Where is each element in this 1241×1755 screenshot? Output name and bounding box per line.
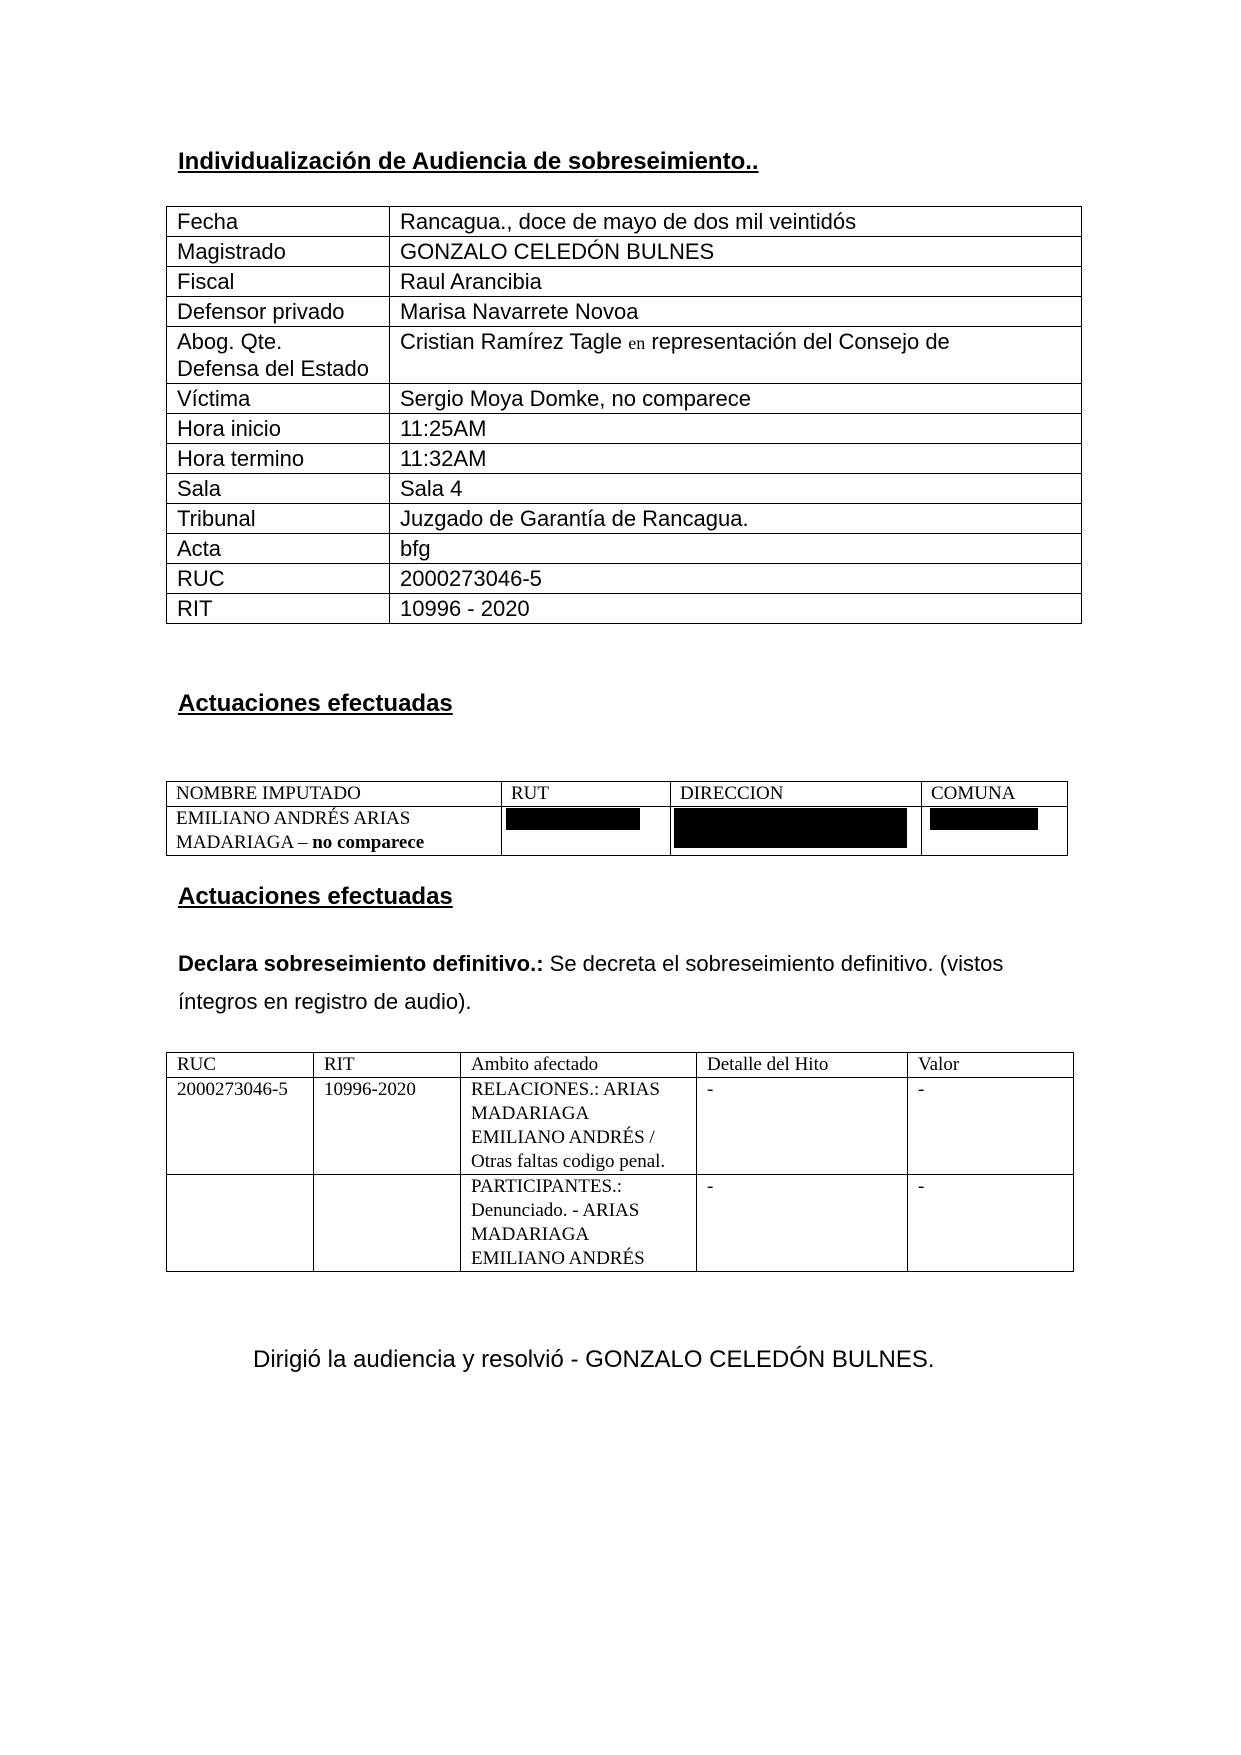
row-value: 10996 - 2020 [390, 594, 1082, 624]
row-value-rest: representación del Consejo de [651, 329, 950, 354]
valor-cell: - [908, 1175, 1074, 1272]
row-label: Tribunal [167, 504, 390, 534]
table-row [167, 474, 1082, 504]
row-value: bfg [390, 534, 1082, 564]
page-title-text: Individualización de Audiencia de sobreseimiento [178, 148, 746, 175]
page-title [178, 148, 759, 176]
detalle-cell: - [697, 1078, 908, 1175]
table-row [167, 564, 1082, 594]
rit-cell [314, 1175, 461, 1272]
table-row [167, 1078, 1074, 1175]
table-row [167, 504, 1082, 534]
imputado-name-line1: EMILIANO ANDRÉS ARIAS [176, 808, 411, 829]
hearing-info-table [166, 206, 1082, 624]
section-heading-actuaciones: Actuaciones efectuadas [178, 690, 453, 717]
row-label-line1: Abog. Qte. [177, 329, 283, 354]
row-value [390, 327, 1082, 384]
row-label: Magistrado [167, 237, 390, 267]
rut-cell [502, 807, 671, 856]
table-row [167, 414, 1082, 444]
row-value: Juzgado de Garantía de Rancagua. [390, 504, 1082, 534]
row-label: Defensor privado [167, 297, 390, 327]
column-header: Valor [908, 1053, 1074, 1078]
row-label: RIT [167, 594, 390, 624]
row-value: GONZALO CELEDÓN BULNES [390, 237, 1082, 267]
table-header-row [167, 1053, 1074, 1078]
row-value: Sala 4 [390, 474, 1082, 504]
row-label: Hora termino [167, 444, 390, 474]
imputado-name-cell [167, 807, 502, 856]
row-label: RUC [167, 564, 390, 594]
row-label: Acta [167, 534, 390, 564]
table-row [167, 267, 1082, 297]
row-value: 2000273046-5 [390, 564, 1082, 594]
ruc-cell: 2000273046-5 [167, 1078, 314, 1175]
page-title-suffix: .. [745, 148, 759, 175]
redaction-block [674, 808, 907, 848]
ambito-cell: PARTICIPANTES.: Denunciado. - ARIAS MADARIAGA EMILIANO ANDRÉS [461, 1175, 697, 1272]
row-label: Hora inicio [167, 414, 390, 444]
column-header: COMUNA [922, 782, 1068, 807]
ambito-cell: RELACIONES.: ARIAS MADARIAGA EMILIANO ANDRÉS / Otras faltas codigo penal. [461, 1078, 697, 1175]
section-heading-actuaciones-2: Actuaciones efectuadas [178, 883, 453, 910]
row-label: Fiscal [167, 267, 390, 297]
table-row [167, 444, 1082, 474]
imputado-table [166, 781, 1068, 856]
resolution-title: Declara sobreseimiento definitivo.: [178, 951, 544, 976]
row-label: Sala [167, 474, 390, 504]
resolution-paragraph [178, 945, 1078, 1021]
table-row [167, 594, 1082, 624]
row-label: Fecha [167, 207, 390, 237]
row-value: Rancagua., doce de mayo de dos mil veintidós [390, 207, 1082, 237]
redaction-block [506, 808, 640, 830]
column-header: Ambito afectado [461, 1053, 697, 1078]
table-row [167, 384, 1082, 414]
comuna-cell [922, 807, 1068, 856]
table-header-row [167, 782, 1068, 807]
closing-statement: Dirigió la audiencia y resolvió - GONZALO CELEDÓN BULNES. [253, 1346, 935, 1373]
row-label: Víctima [167, 384, 390, 414]
detalle-cell: - [697, 1175, 908, 1272]
rit-cell: 10996-2020 [314, 1078, 461, 1175]
row-value: 11:25AM [390, 414, 1082, 444]
row-value: Raul Arancibia [390, 267, 1082, 297]
table-row [167, 237, 1082, 267]
row-value: Sergio Moya Domke, no comparece [390, 384, 1082, 414]
table-row [167, 534, 1082, 564]
table-row [167, 297, 1082, 327]
valor-cell: - [908, 1078, 1074, 1175]
row-value-connector: en [628, 333, 646, 353]
direccion-cell [671, 807, 922, 856]
column-header: RUC [167, 1053, 314, 1078]
row-label [167, 327, 390, 384]
row-value: Marisa Navarrete Novoa [390, 297, 1082, 327]
imputado-name-surname: MADARIAGA – [176, 832, 308, 853]
redaction-block [930, 808, 1038, 830]
row-label-line2: Defensa del Estado [177, 356, 370, 381]
row-value: 11:32AM [390, 444, 1082, 474]
table-row [167, 327, 1082, 384]
hito-table [166, 1052, 1074, 1272]
column-header: Detalle del Hito [697, 1053, 908, 1078]
table-row [167, 1175, 1074, 1272]
imputado-status: no comparece [312, 832, 425, 853]
column-header: NOMBRE IMPUTADO [167, 782, 502, 807]
table-row [167, 807, 1068, 856]
resolution-text: Se decreta el sobreseimiento definitivo. (vistos íntegros en registro de audio). [178, 951, 1004, 1014]
imputado-name-line2 [176, 831, 492, 855]
column-header: RIT [314, 1053, 461, 1078]
table-row [167, 207, 1082, 237]
row-value-name: Cristian Ramírez Tagle [400, 329, 623, 354]
column-header: DIRECCION [671, 782, 922, 807]
column-header: RUT [502, 782, 671, 807]
ruc-cell [167, 1175, 314, 1272]
